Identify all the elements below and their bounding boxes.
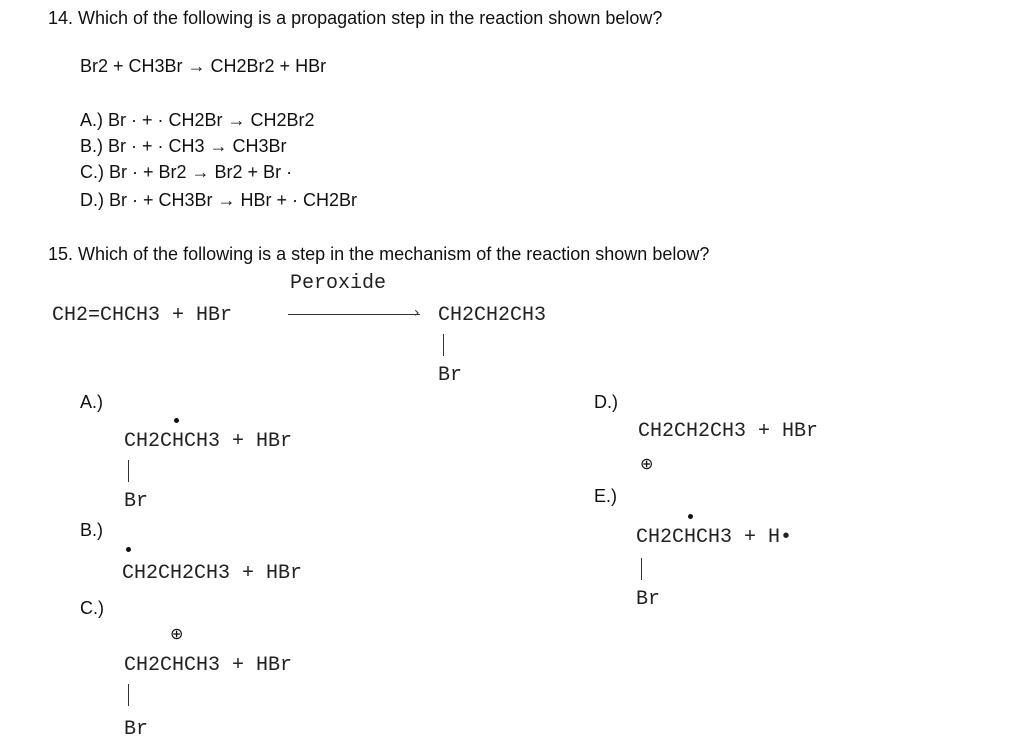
option-a-bond-line <box>128 460 129 482</box>
radical-dot-icon <box>126 547 131 552</box>
option-label: D.) <box>80 190 104 210</box>
reaction-product-sub: Br <box>438 364 463 387</box>
question-15-text: 15. Which of the following is a step in the mechanism of the reaction shown below? <box>48 244 710 264</box>
q14-option-d <box>80 190 357 211</box>
q15-option-a-formula: CH2CHCH3 + HBr <box>124 430 293 453</box>
reaction-product: CH2CH2CH3 <box>438 304 547 327</box>
option-c-bond-line <box>128 684 129 706</box>
q15-option-a-label: A.) <box>80 392 104 412</box>
option-label: B.) <box>80 136 104 156</box>
q15-option-d-label: D.) <box>594 392 618 412</box>
option-text: Br · + CH3Br → HBr + · CH2Br <box>109 190 358 210</box>
positive-charge-icon: ⊕ <box>640 454 654 473</box>
q14-option-b <box>80 136 287 157</box>
q15-option-c-sub: Br <box>124 718 149 741</box>
q15-option-e-sub: Br <box>636 588 661 611</box>
reaction-reactants: CH2=CHCH3 + HBr <box>52 304 233 327</box>
positive-charge-icon: ⊕ <box>170 624 184 643</box>
option-label: C.) <box>80 162 104 182</box>
q15-option-e-label: E.) <box>594 486 618 506</box>
q15-option-d-formula: CH2CH2CH3 + HBr <box>638 420 819 443</box>
arrow-head-icon: › <box>414 305 420 321</box>
option-e-bond-line <box>641 558 642 580</box>
q14-option-c <box>80 162 292 183</box>
product-bond-line <box>443 334 444 356</box>
q15-option-e-formula: CH2CHCH3 + H• <box>636 526 793 549</box>
radical-dot-icon <box>688 514 693 519</box>
radical-dot-icon <box>174 418 179 423</box>
q15-option-c-label: C.) <box>80 598 104 618</box>
option-text: Br · + · CH2Br → CH2Br2 <box>108 110 315 130</box>
option-text: Br · + · CH3 → CH3Br <box>108 136 287 156</box>
option-text: Br · + Br2 → Br2 + Br · <box>109 162 293 182</box>
q15-option-c-formula: CH2CHCH3 + HBr <box>124 654 293 677</box>
option-label: A.) <box>80 110 104 130</box>
reaction-arrow <box>288 314 420 315</box>
question-14-reaction: Br2 + CH3Br → CH2Br2 + HBr <box>80 56 327 76</box>
q15-option-a-sub: Br <box>124 490 149 513</box>
reaction-condition: Peroxide <box>290 272 387 295</box>
q14-option-a <box>80 110 315 131</box>
q15-option-b-label: B.) <box>80 520 104 540</box>
question-14-text: 14. Which of the following is a propagation step in the reaction shown below? <box>48 8 663 28</box>
q15-option-b-formula: CH2CH2CH3 + HBr <box>122 562 303 585</box>
